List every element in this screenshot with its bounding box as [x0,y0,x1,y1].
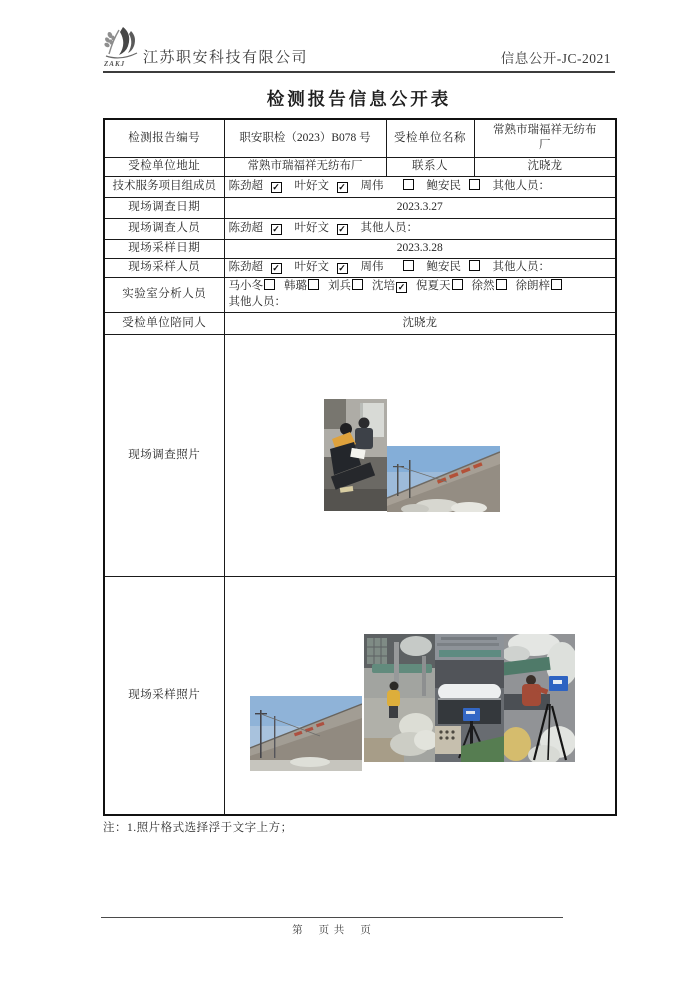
member-item [427,261,480,273]
label-survey-date: 现场调查日期 [104,197,224,218]
unit-name-text: 常熟市瑞福祥无纺布厂 [493,124,597,152]
value-contact: 沈晓龙 [474,157,616,176]
checkbox-unchecked[interactable] [469,260,480,271]
member-name: 徐然 [471,280,495,292]
member-name: 陈劲超 [228,180,263,192]
checkbox-unchecked[interactable] [469,179,480,190]
checkbox-unchecked[interactable] [452,279,463,290]
disclosure-table [103,118,617,816]
survey-members-cell [224,218,616,239]
member-name: 叶好文 [294,180,329,192]
checkbox-unchecked[interactable] [496,279,507,290]
member-name: 周伟 [360,261,384,273]
checkbox-unchecked[interactable] [551,279,562,290]
label-lab-staff: 实验室分析人员 [104,277,224,312]
company-logo-icon [103,26,140,68]
member-name: 刘兵 [328,280,351,292]
others-label: 其他人员： [360,222,418,234]
member-item [284,280,319,292]
value-report-no: 职安职检（2023）B078 号 [224,119,386,157]
logo-text: ZAKJ [104,60,126,68]
member-name: 鲍安民 [426,180,461,192]
photo-sample-workshop [364,634,435,762]
checkbox-unchecked[interactable] [403,179,414,190]
label-survey-photos: 现场调查照片 [104,334,224,576]
page-title: 检测报告信息公开表 [266,89,452,109]
label-unit-name: 受检单位名称 [386,119,474,157]
member-item [427,180,480,192]
member-name: 叶好文 [294,261,329,273]
member-item [295,261,348,273]
value-unit-name [474,119,616,157]
value-sample-date: 2023.3.28 [224,239,616,258]
member-item [229,222,282,234]
sample-photos-cell [224,576,616,815]
label-companion: 受检单位陪同人 [104,312,224,334]
member-name: 徐朗梓 [515,280,550,292]
sample-members-cell [224,258,616,277]
row-companion [104,312,616,334]
row-unit-addr [104,157,616,176]
others-label: 其他人员： [228,296,286,308]
checkbox-checked[interactable]: ✓ [338,224,346,234]
member-name: 叶好文 [294,222,329,234]
survey-photos-cell [224,334,616,576]
company-name: 江苏职安科技有限公司 [143,50,309,66]
others-label: 其他人员： [492,180,550,192]
row-sample-date [104,239,616,258]
photo-sample-machine [435,634,504,762]
label-sample-date: 现场采样日期 [104,239,224,258]
member-name: 陈劲超 [228,261,263,273]
member-item [229,180,282,192]
checkbox-unchecked[interactable] [403,260,414,271]
label-unit-addr: 受检单位地址 [104,157,224,176]
member-name: 马小冬 [228,280,263,292]
member-name: 韩璐 [284,280,307,292]
row-lab-staff [104,277,616,312]
label-sample-staff: 现场采样人员 [104,258,224,277]
footnote: 注：1.照片格式选择浮于文字上方； [103,822,293,834]
member-item [295,180,348,192]
value-survey-date: 2023.3.27 [224,197,616,218]
member-item [361,261,414,273]
row-sample-photos [104,576,616,815]
member-name: 倪夏天 [416,280,451,292]
value-unit-addr: 常熟市瑞福祥无纺布厂 [224,157,386,176]
member-item [229,261,282,273]
label-sample-photos: 现场采样照片 [104,576,224,815]
label-contact: 联系人 [386,157,474,176]
checkbox-unchecked[interactable] [264,279,275,290]
checkbox-checked[interactable]: ✓ [397,282,406,292]
member-item [372,280,407,292]
member-name: 鲍安民 [426,261,461,273]
page-header [103,26,615,73]
member-name: 周伟 [360,180,384,192]
member-item [328,280,363,292]
photo-survey-wall [387,446,500,512]
row-sample-staff [104,258,616,277]
checkbox-unchecked[interactable] [352,279,363,290]
member-item [229,280,276,292]
checkbox-checked[interactable]: ✓ [272,224,280,234]
member-item [416,280,463,292]
label-team: 技术服务项目组成员 [104,176,224,197]
member-item [516,280,563,292]
member-name: 陈劲超 [228,222,263,234]
lab-members-cell [224,277,616,312]
checkbox-unchecked[interactable] [308,279,319,290]
checkbox-checked[interactable]: ✓ [338,182,346,192]
photo-sample-wall [250,696,362,771]
checkbox-checked[interactable]: ✓ [272,182,280,192]
member-item [472,280,507,292]
footer-rule [101,917,563,918]
member-item [361,180,414,192]
label-report-no: 检测报告编号 [104,119,224,157]
photo-sample-tripod [504,634,575,762]
label-survey-staff: 现场调查人员 [104,218,224,239]
doc-code: 信息公开-JC-2021 [500,51,611,66]
member-name: 沈培 [372,280,395,292]
checkbox-checked[interactable]: ✓ [338,263,346,273]
member-item [295,222,348,234]
row-survey-photos [104,334,616,576]
footer-page-text: 第 页 共 页 [292,925,372,936]
checkbox-checked[interactable]: ✓ [272,263,280,273]
photo-survey-interview [324,399,387,511]
row-survey-date [104,197,616,218]
value-companion: 沈晓龙 [224,312,616,334]
row-survey-staff [104,218,616,239]
others-label: 其他人员： [492,261,550,273]
row-report-no [104,119,616,157]
row-team [104,176,616,197]
team-members-cell [224,176,616,197]
